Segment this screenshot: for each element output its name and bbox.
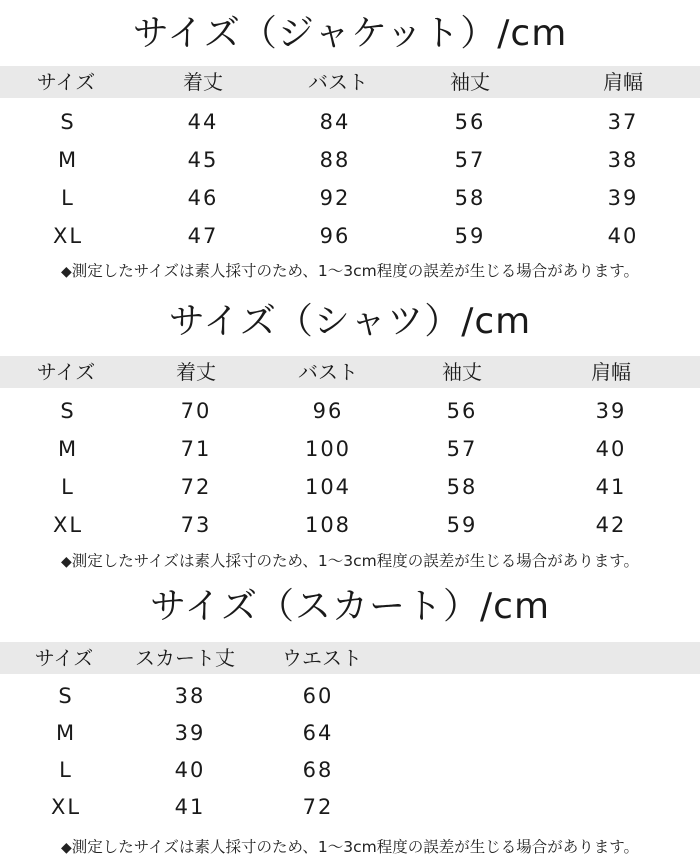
table-row (0, 714, 700, 752)
table-row (0, 788, 700, 826)
table-cell: 46 (187, 186, 219, 210)
table-cell: 58 (446, 475, 478, 499)
table-cell: 70 (180, 399, 212, 423)
table-cell: M (57, 437, 79, 461)
table-cell: 38 (607, 148, 639, 172)
skirt-note (0, 836, 700, 859)
table-cell: 40 (595, 437, 627, 461)
table-cell: 58 (454, 186, 486, 210)
table-cell: 73 (180, 513, 212, 537)
table-cell: 60 (302, 684, 334, 708)
table-cell: 37 (607, 110, 639, 134)
table-cell: 39 (595, 399, 627, 423)
table-row (0, 751, 700, 789)
table-cell: 39 (607, 186, 639, 210)
table-cell: 59 (454, 224, 486, 248)
shirt-header-size: サイズ (36, 360, 96, 384)
jacket-title: サイズ（ジャケット）/cm (132, 13, 568, 54)
table-row (0, 677, 700, 715)
table-cell: M (55, 721, 77, 745)
table-cell: 64 (302, 721, 334, 745)
table-row (0, 179, 700, 217)
table-row (0, 217, 700, 255)
table-cell: S (60, 110, 76, 134)
table-cell: S (58, 684, 74, 708)
jacket-note-text: 測定したサイズは素人採寸のため、1～3cm程度の誤差が生じる場合があります。 (71, 262, 640, 280)
jacket-header-length: 着丈 (183, 70, 223, 94)
table-cell: 41 (595, 475, 627, 499)
table-cell: 57 (446, 437, 478, 461)
table-cell: S (60, 399, 76, 423)
skirt-header-waist: ウエスト (282, 646, 362, 670)
shirt-note-text: 測定したサイズは素人採寸のため、1～3cm程度の誤差が生じる場合があります。 (71, 552, 640, 570)
jacket-header-sleeve: 袖丈 (450, 70, 490, 94)
shirt-header-shoulder: 肩幅 (591, 360, 631, 384)
table-row (0, 506, 700, 544)
table-row (0, 468, 700, 506)
table-cell: 84 (319, 110, 351, 134)
table-cell: L (61, 186, 75, 210)
diamond-bullet-icon: ◆ (60, 554, 72, 570)
shirt-header-row (0, 356, 700, 388)
table-cell: 42 (595, 513, 627, 537)
table-cell: L (61, 475, 75, 499)
table-row (0, 392, 700, 430)
table-cell: 44 (187, 110, 219, 134)
table-cell: 45 (187, 148, 219, 172)
table-cell: 68 (302, 758, 334, 782)
table-cell: 96 (319, 224, 351, 248)
table-cell: XL (50, 795, 82, 819)
shirt-header-length: 着丈 (176, 360, 216, 384)
table-cell: 72 (302, 795, 334, 819)
table-cell: L (59, 758, 73, 782)
table-cell: 41 (174, 795, 206, 819)
table-cell: 39 (174, 721, 206, 745)
table-cell: XL (52, 513, 84, 537)
table-cell: XL (52, 224, 84, 248)
jacket-header-row (0, 66, 700, 98)
skirt-note-text: 測定したサイズは素人採寸のため、1～3cm程度の誤差が生じる場合があります。 (71, 838, 640, 856)
table-cell: 108 (304, 513, 352, 537)
table-row (0, 141, 700, 179)
table-cell: 104 (304, 475, 352, 499)
table-cell: 56 (454, 110, 486, 134)
shirt-header-bust: バスト (298, 360, 358, 384)
table-row (0, 430, 700, 468)
table-cell: 47 (187, 224, 219, 248)
table-cell: M (57, 148, 79, 172)
jacket-header-shoulder: 肩幅 (603, 70, 643, 94)
table-cell: 56 (446, 399, 478, 423)
table-cell: 40 (174, 758, 206, 782)
skirt-header-size: サイズ (34, 646, 94, 670)
jacket-note (0, 260, 700, 283)
table-cell: 72 (180, 475, 212, 499)
diamond-bullet-icon: ◆ (60, 264, 72, 280)
shirt-note (0, 550, 700, 573)
shirt-title: サイズ（シャツ）/cm (168, 301, 532, 342)
table-cell: 71 (180, 437, 212, 461)
table-cell: 96 (312, 399, 344, 423)
table-cell: 100 (304, 437, 352, 461)
skirt-header-row (0, 642, 700, 674)
skirt-header-skirt-length: スカート丈 (135, 646, 235, 670)
table-cell: 88 (319, 148, 351, 172)
jacket-header-bust: バスト (308, 70, 368, 94)
shirt-header-sleeve: 袖丈 (442, 360, 482, 384)
table-cell: 57 (454, 148, 486, 172)
table-cell: 38 (174, 684, 206, 708)
table-cell: 40 (607, 224, 639, 248)
table-cell: 92 (319, 186, 351, 210)
diamond-bullet-icon: ◆ (60, 840, 72, 856)
skirt-title: サイズ（スカート）/cm (149, 586, 551, 627)
table-cell: 59 (446, 513, 478, 537)
table-row (0, 103, 700, 141)
jacket-header-size: サイズ (36, 70, 96, 94)
